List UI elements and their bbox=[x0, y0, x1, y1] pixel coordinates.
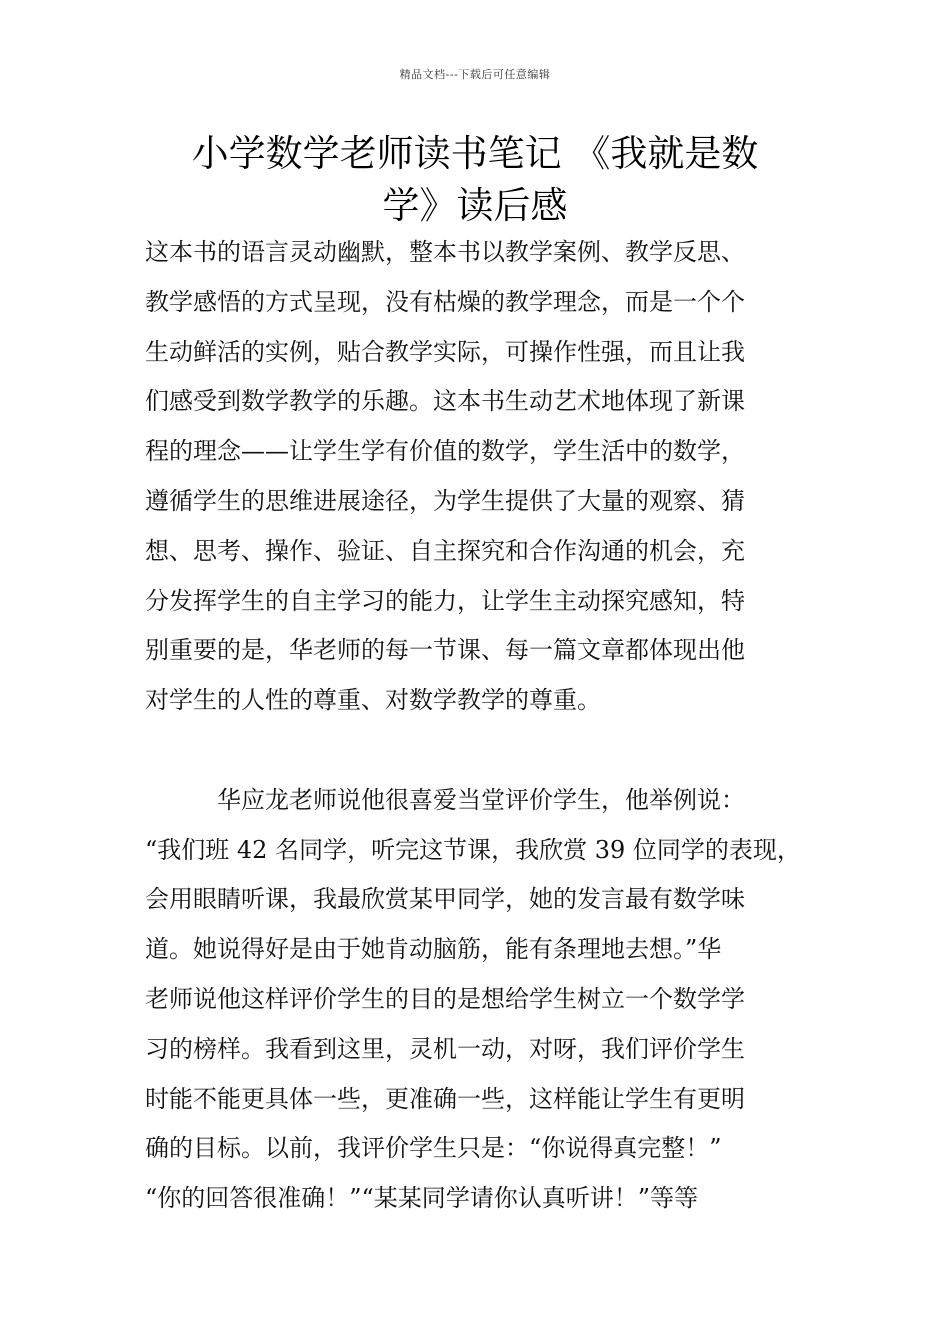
paragraph-line: 会用眼睛听课，我最欣赏某甲同学，她的发言最有数学味 bbox=[145, 885, 745, 914]
paragraph-line: 别重要的是，华老师的每一节课、每一篇文章都体现出他 bbox=[145, 636, 745, 665]
paragraph-1 bbox=[145, 228, 825, 726]
paragraph-line: “我们班 42 名同学，听完这节课，我欣赏 39 位同学的表现， bbox=[145, 835, 801, 864]
paragraph-line: 老师说他这样评价学生的目的是想给学生树立一个数学学 bbox=[145, 984, 745, 1013]
paragraph-line: 想、思考、操作、验证、自主探究和合作沟通的机会，充 bbox=[145, 536, 745, 565]
paragraph-spacer bbox=[145, 726, 825, 776]
paragraph-line: “你的回答很准确！”“某某同学请你认真听讲！”等等 bbox=[145, 1184, 699, 1213]
paragraph-line: 华应龙老师说他很喜爱当堂评价学生，他举例说： bbox=[217, 785, 745, 814]
paragraph-line: 分发挥学生的自主学习的能力，让学生主动探究感知，特 bbox=[145, 586, 745, 615]
paragraph-line: 时能不能更具体一些，更准确一些，这样能让学生有更明 bbox=[145, 1084, 745, 1113]
paragraph-line: 道。她说得好是由于她肯动脑筋，能有条理地去想。”华 bbox=[145, 935, 722, 964]
document-title bbox=[150, 128, 800, 232]
paragraph-line: 确的目标。以前，我评价学生只是：“你说得真完整！” bbox=[145, 1134, 722, 1163]
document-body bbox=[145, 228, 825, 1224]
paragraph-line: 程的理念——让学生学有价值的数学，学生活中的数学， bbox=[145, 437, 745, 466]
header-note: 精品文档---下载后可任意编辑 bbox=[399, 68, 551, 81]
paragraph-line: 教学感悟的方式呈现，没有枯燥的教学理念，而是一个个 bbox=[145, 287, 745, 316]
paragraph-line: 习的榜样。我看到这里，灵机一动，对呀，我们评价学生 bbox=[145, 1034, 745, 1063]
paragraph-line: 生动鲜活的实例，贴合教学实际，可操作性强，而且让我 bbox=[145, 337, 745, 366]
paragraph-line: 遵循学生的思维进展途径，为学生提供了大量的观察、猜 bbox=[145, 486, 745, 515]
paragraph-line: 对学生的人性的尊重、对数学教学的尊重。 bbox=[145, 686, 601, 715]
paragraph-2 bbox=[145, 776, 825, 1224]
paragraph-line: 们感受到数学教学的乐趣。这本书生动艺术地体现了新课 bbox=[145, 387, 745, 416]
title-line-2: 学》读后感 bbox=[382, 184, 568, 227]
title-line-1: 小学数学老师读书笔记 《我就是数 bbox=[191, 132, 759, 175]
paragraph-line: 这本书的语言灵动幽默，整本书以教学案例、教学反思、 bbox=[145, 238, 745, 266]
